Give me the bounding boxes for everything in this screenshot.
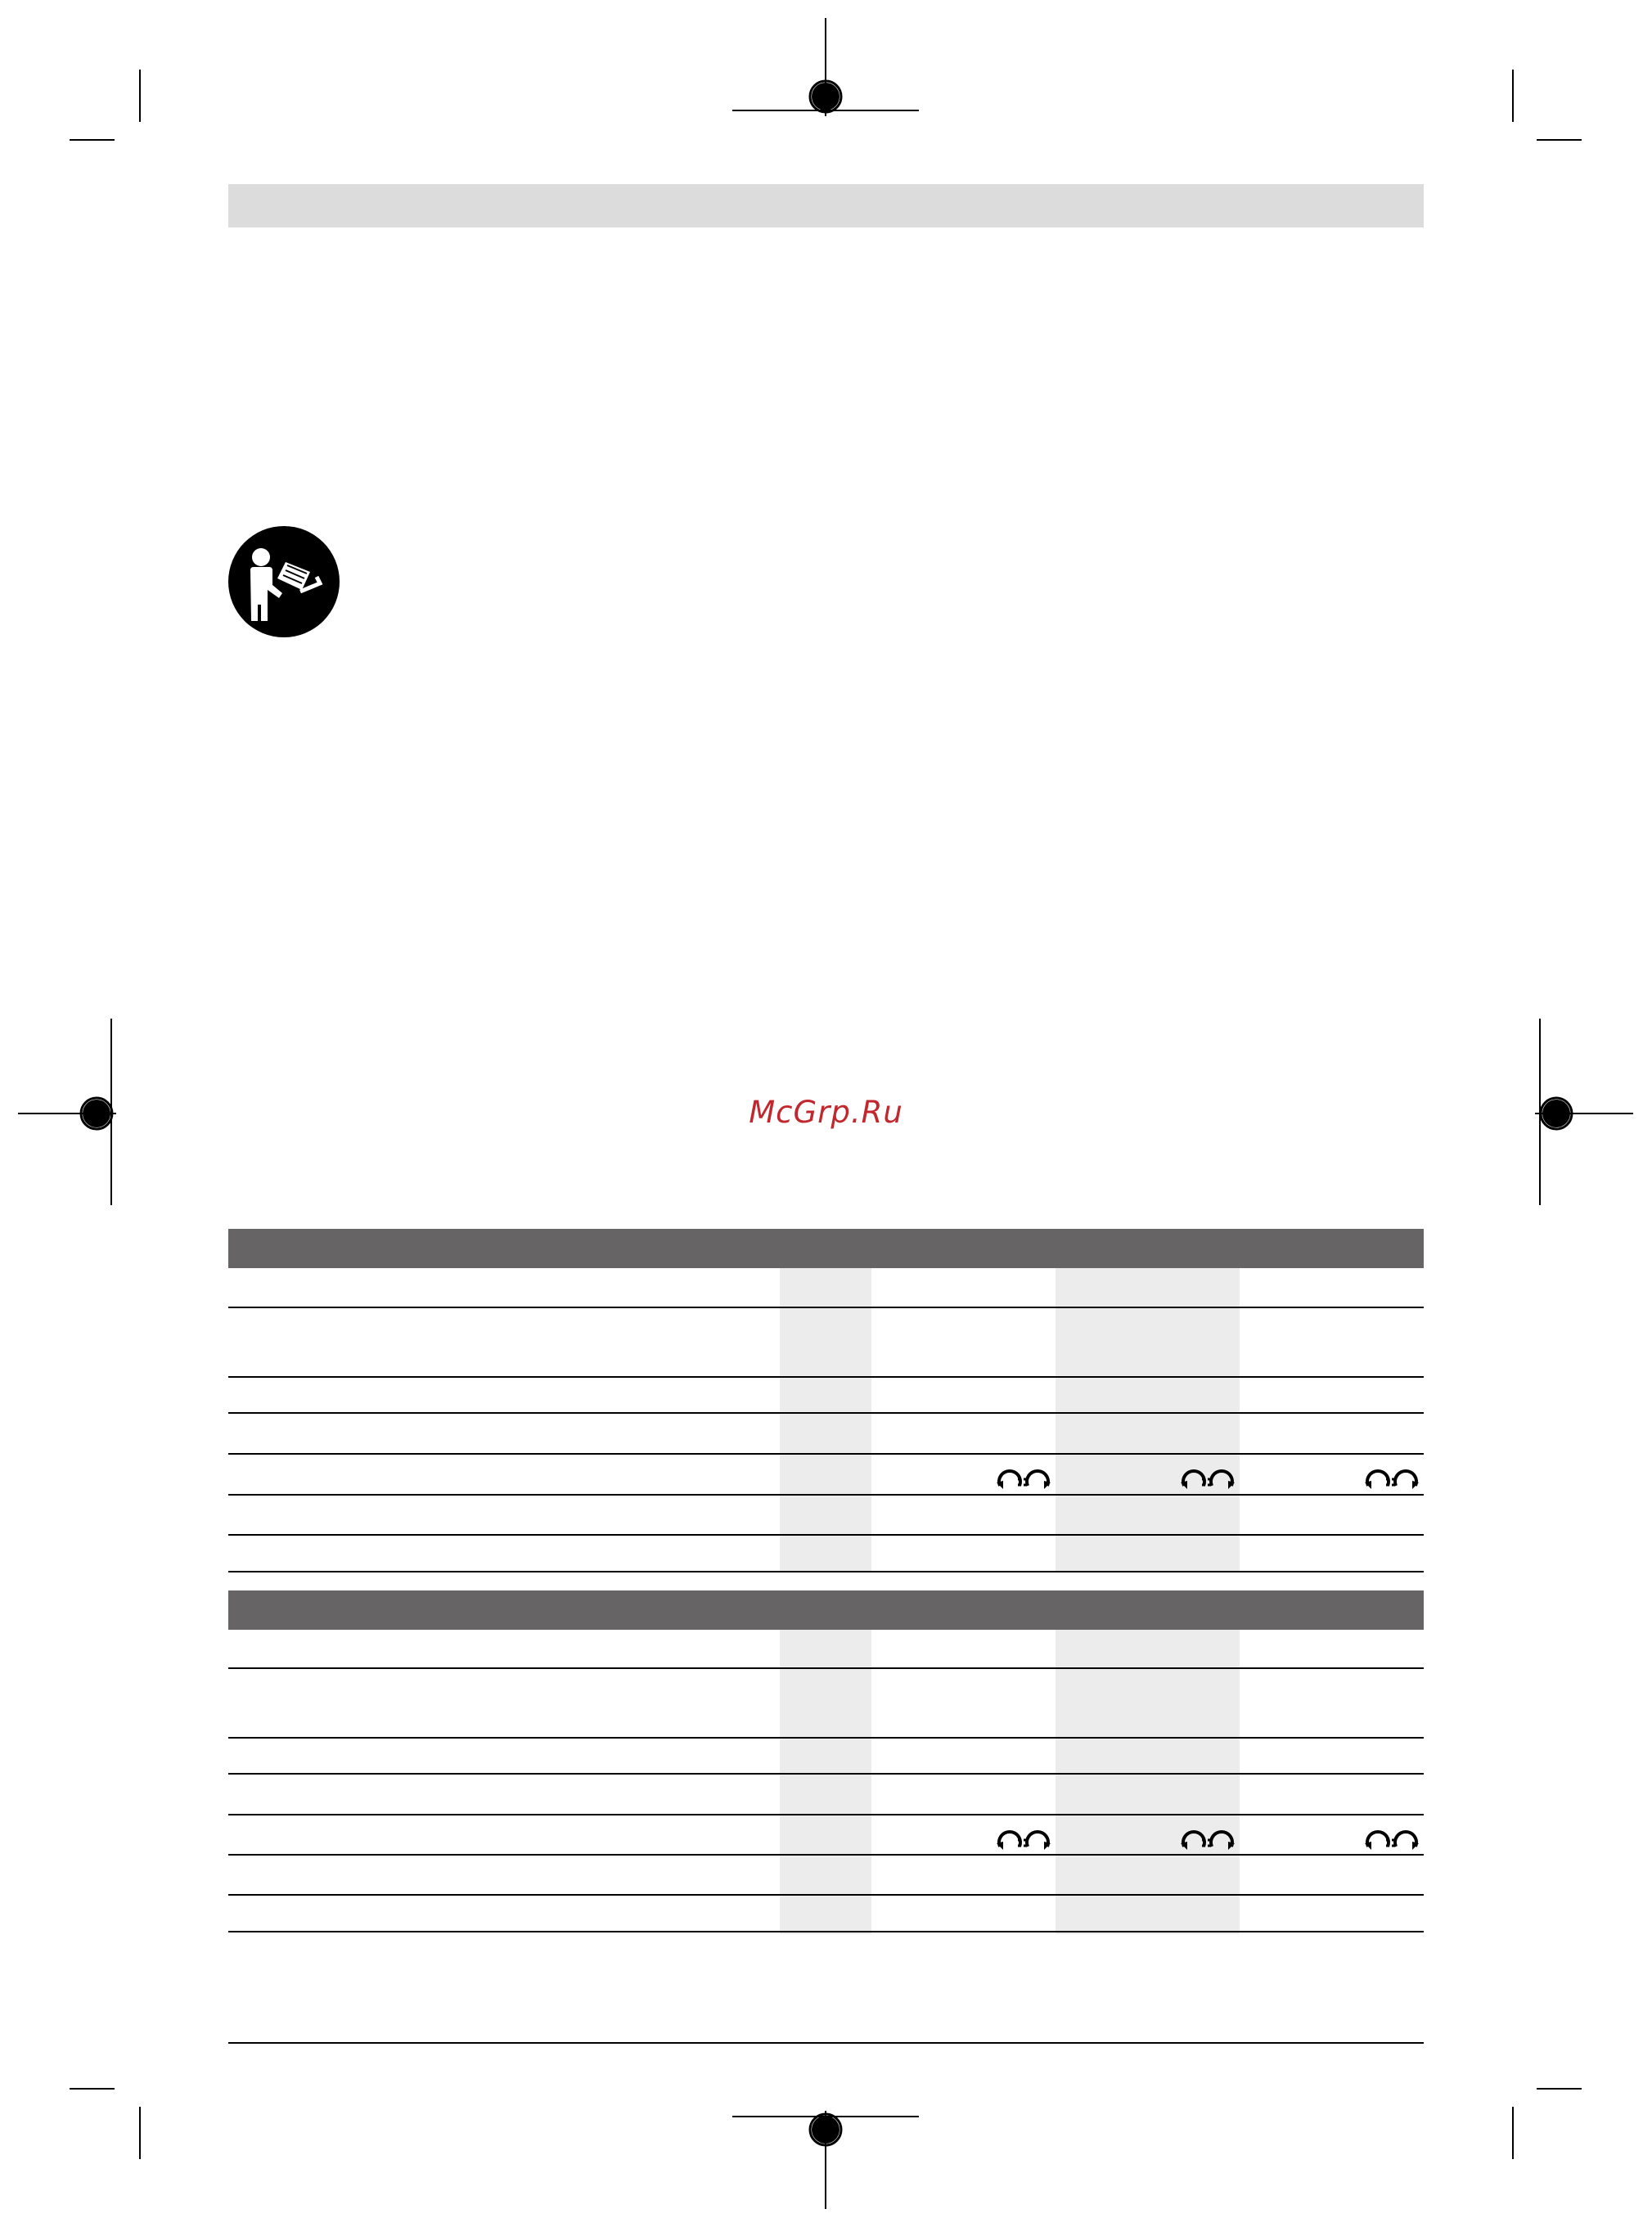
table-header-bar	[228, 1590, 1424, 1630]
table-row-rule	[228, 1453, 1424, 1455]
watermark-text: McGrp.Ru	[749, 1095, 903, 1130]
table-row-rule	[228, 1894, 1424, 1896]
crop-mark	[1512, 2107, 1514, 2159]
table-row-rule	[228, 1773, 1424, 1775]
table-row-rule	[228, 1814, 1424, 1815]
table-column-shade	[780, 1268, 871, 1572]
crop-mark	[70, 139, 115, 141]
read-manual-icon	[228, 526, 340, 637]
page-header-band	[228, 184, 1424, 227]
table-row-rule	[228, 1737, 1424, 1739]
table-row-rule	[228, 1307, 1424, 1308]
table-column-shade	[1056, 1268, 1240, 1572]
rotation-direction-icon	[1179, 1463, 1236, 1491]
table-row-rule	[228, 1376, 1424, 1378]
registration-mark-icon	[808, 79, 844, 115]
table-row-rule	[228, 1667, 1424, 1669]
rotation-direction-icon	[995, 1463, 1052, 1491]
table-row-rule	[228, 1931, 1424, 1932]
crop-mark	[139, 2107, 141, 2159]
table-row-rule	[228, 1412, 1424, 1414]
crop-mark	[139, 70, 141, 122]
rotation-direction-icon	[995, 1824, 1052, 1851]
table-column-shade	[780, 1630, 871, 1934]
rotation-direction-icon	[1179, 1824, 1236, 1851]
registration-mark-icon	[808, 2112, 844, 2148]
crop-mark	[1537, 139, 1582, 141]
table-row-rule	[228, 1494, 1424, 1496]
table-row-rule	[228, 1854, 1424, 1856]
table-row-rule	[228, 1534, 1424, 1536]
crop-mark	[70, 2088, 115, 2090]
rotation-direction-icon	[1363, 1463, 1420, 1491]
crop-mark	[1512, 70, 1514, 122]
table-column-shade	[1056, 1630, 1240, 1934]
crop-mark	[1537, 2088, 1582, 2090]
footer-rule	[228, 2042, 1424, 2044]
rotation-direction-icon	[1363, 1824, 1420, 1851]
table-header-bar	[228, 1229, 1424, 1268]
table-row-rule	[228, 1571, 1424, 1572]
